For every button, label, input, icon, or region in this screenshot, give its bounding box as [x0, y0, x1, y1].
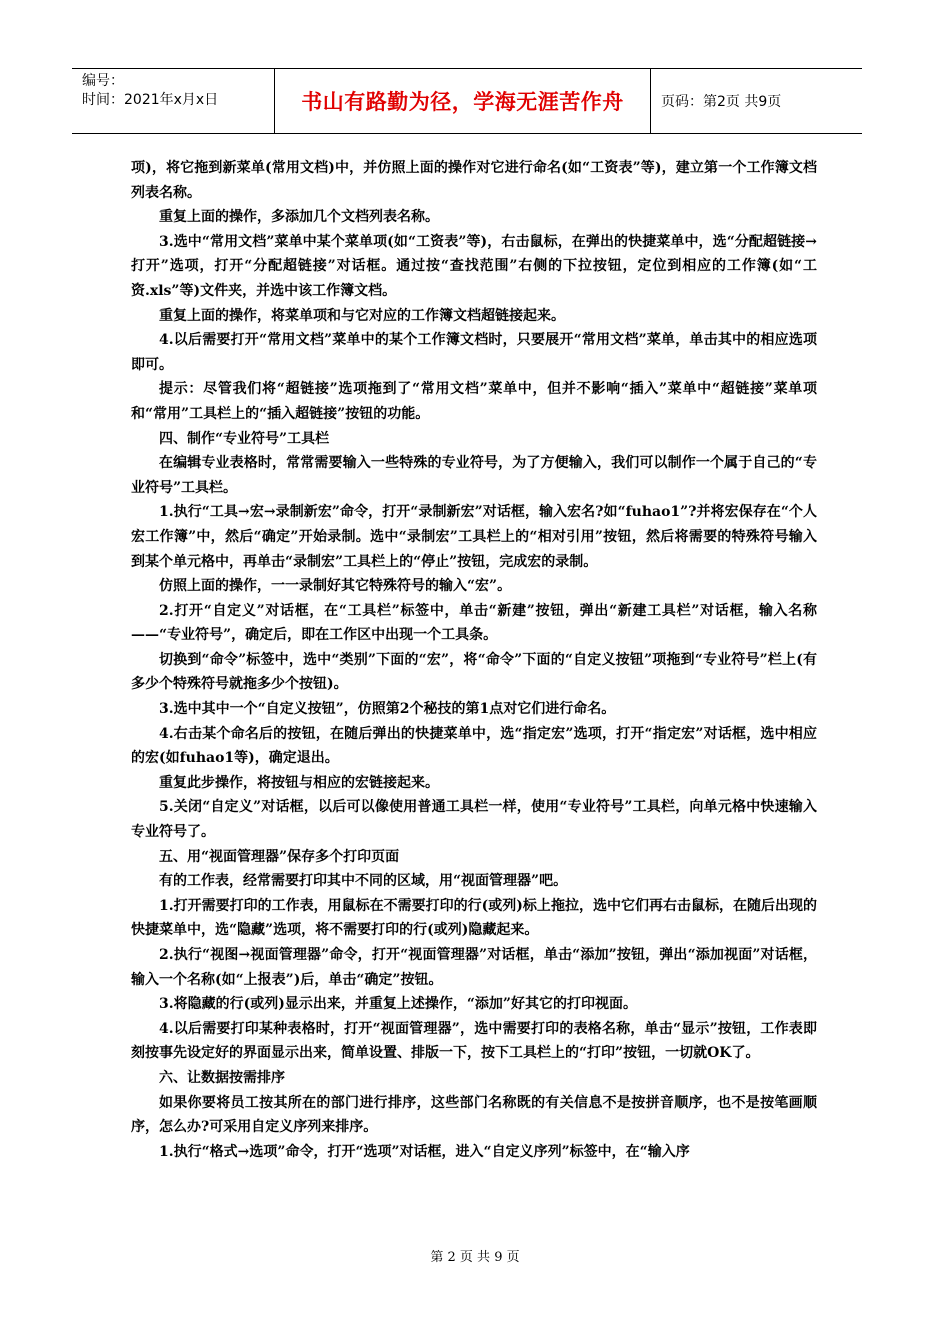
- paragraph: 4.以后需要打开“常用文档”菜单中的某个工作簿文档时，只要展开“常用文档”菜单，单击其中的相应选项即可。: [131, 332, 817, 373]
- paragraph: 1.执行“格式→选项”命令，打开“选项”对话框，进入“自定义序列”标签中，在“输入序: [159, 1143, 690, 1160]
- number-label: 编号：: [82, 73, 124, 89]
- paragraph: 切换到“命令”标签中，选中“类别”下面的“宏”，将“命令”下面的“自定义按钮”项拖到“专业符号”栏上(有多少个特殊符号就拖多少个按钮)。: [131, 651, 817, 693]
- document-body: [131, 156, 817, 1164]
- paragraph: 如果你要将员工按其所在的部门进行排序，这些部门名称既的有关信息不是按拼音顺序，也不是按笔画顺序，怎么办?可采用自定义序列来排序。: [131, 1094, 817, 1136]
- paragraph: 项)，将它拖到新菜单(常用文档)中，并仿照上面的操作对它进行命名(如“工资表”等)，建立第一个工作簿文档列表名称。: [131, 160, 817, 201]
- paragraph: 1.执行“工具→宏→录制新宏”命令，打开“录制新宏”对话框，输入宏名?如“fuhao1”?并将宏保存在“个人宏工作簿”中，然后“确定”开始录制。选中“录制宏”工具栏上的“相对引用”按钮，然后将需要的特殊符号输入到某个单元格中，再单击“录制宏”工具栏上的“停止”按钮，完成宏的录制。: [131, 504, 817, 570]
- paragraph: 仿照上面的操作，一一录制好其它特殊符号的输入“宏”。: [159, 578, 512, 595]
- section-heading: 五、用“视面管理器”保存多个打印页面: [159, 848, 400, 865]
- page-footer: 第 2 页 共 9 页: [430, 1250, 520, 1265]
- paragraph: 3.将隐藏的行(或列)显示出来，并重复上述操作，“添加”好其它的打印视面。: [159, 996, 637, 1013]
- paragraph: 重复上面的操作，多添加几个文档列表名称。: [159, 209, 439, 226]
- paragraph: 2.打开“自定义”对话框，在“工具栏”标签中，单击“新建”按钮，弹出“新建工具栏”对话框，输入名称——“专业符号”，确定后，即在工作区中出现一个工具条。: [131, 602, 817, 644]
- paragraph: 3.选中其中一个“自定义按钮”，仿照第2个秘技的第1点对它们进行命名。: [159, 701, 616, 718]
- section-heading: 六、让数据按需排序: [159, 1069, 285, 1086]
- paragraph: 重复上面的操作，将菜单项和与它对应的工作簿文档超链接起来。: [159, 307, 565, 324]
- paragraph: 4.以后需要打印某种表格时，打开“视面管理器”，选中需要打印的表格名称，单击“显示”按钮，工作表即刻按事先设定好的界面显示出来，简单设置、排版一下，按下工具栏上的“打印”按钮，一切就OK了。: [131, 1020, 817, 1062]
- paragraph: 4.右击某个命名后的按钮，在随后弹出的快捷菜单中，选“指定宏”选项，打开“指定宏”对话框，选中相应的宏(如fuhao1等)，确定退出。: [131, 725, 817, 767]
- section-heading: 四、制作“专业符号”工具栏: [159, 430, 330, 447]
- paragraph: 5.关闭“自定义”对话框，以后可以像使用普通工具栏一样，使用“专业符号”工具栏，向单元格中快速输入专业符号了。: [131, 799, 817, 841]
- paragraph: 1.打开需要打印的工作表，用鼠标在不需要打印的行(或列)标上拖拉，选中它们再右击鼠标，在随后出现的快捷菜单中，选“隐藏”选项，将不需要打印的行(或列)隐藏起来。: [131, 897, 817, 939]
- paragraph: 重复此步操作，将按钮与相应的宏链接起来。: [159, 774, 439, 791]
- page-header: [72, 68, 862, 134]
- paragraph: 有的工作表，经常需要打印其中不同的区域，用“视面管理器”吧。: [159, 873, 568, 890]
- header-motto: 书山有路勤为径，学海无涯苦作舟: [275, 69, 651, 133]
- header-meta: [72, 69, 275, 133]
- paragraph: 提示：尽管我们将“超链接”选项拖到了“常用文档”菜单中，但并不影响“插入”菜单中“超链接”菜单项和“常用”工具栏上的“插入超链接”按钮的功能。: [131, 381, 817, 422]
- paragraph: 在编辑专业表格时，常常需要输入一些特殊的专业符号，为了方便输入，我们可以制作一个属于自己的“专业符号”工具栏。: [131, 455, 817, 496]
- paragraph: 3.选中“常用文档”菜单中某个菜单项(如“工资表”等)，右击鼠标，在弹出的快捷菜单中，选“分配超链接→打开”选项，打开“分配超链接”对话框。通过按“查找范围”右侧的下拉按钮，定位到相应的工作簿(如“工资.xls”等)文件夹，并选中该工作簿文档。: [131, 233, 817, 299]
- paragraph: 2.执行“视图→视面管理器”命令，打开“视面管理器”对话框，单击“添加”按钮，弹出“添加视面”对话框，输入一个名称(如“上报表”)后，单击“确定”按钮。: [131, 947, 817, 988]
- header-page-label: 页码：第2页 共9页: [661, 94, 782, 110]
- time-label: 时间：2021年x月x日: [82, 92, 219, 108]
